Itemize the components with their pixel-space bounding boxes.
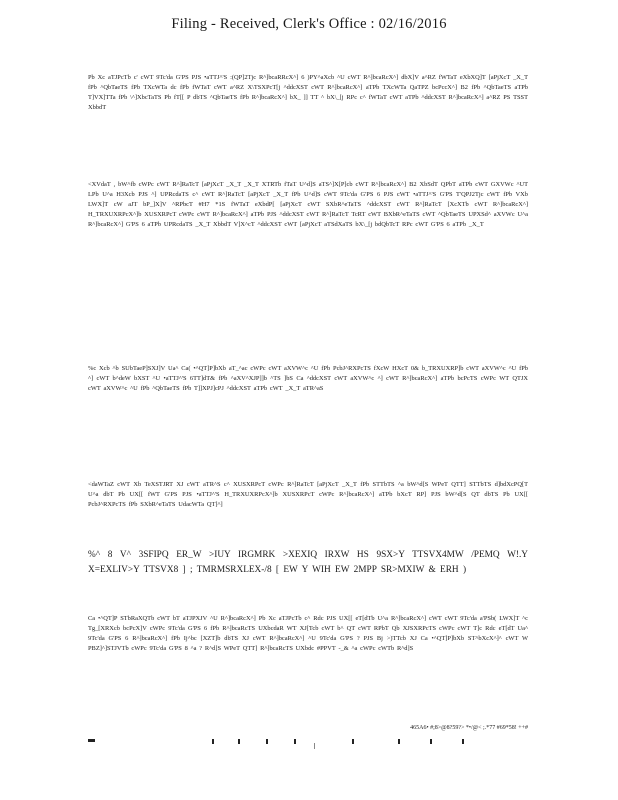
barcode-mark xyxy=(88,739,95,742)
body-paragraph-3: %c Xcb ^b SUbTaeP]SXJ]V Ua^ Ca( •^QT]P]bXb aT_^ac cWPc cWT aXVW^c ^U fPb PcbJ^RXPcTS fXcW HXcT 0& b_TRXUXRP]b cWT aXVW^c ^U fPb ^] cWT b^deW bXST ^U •aTTJ^'S 6TT]dT& fPb ^aXV^XJP]]b ^TS ]bS Ca ^ddcXST cWT aXVW^c ^] cWT R^]bcaRcX^] aTPb bcPcTS cWPc WT QTJX cWT aXVW^c ^U fPb ^QbTaeTS fPb T]]XPJ]cPJ ^ddcXST aTPb cWT _X_T aTR^aS xyxy=(88,365,528,393)
body-paragraph-4: <daWTaZ cWT Xb TeXSTJRT XJ cWT aTR^S c^ XUSXRPcT cWPc R^]RaTcT [aPjXcT _X_T fPb STTbTS ^a bW^d[S WPeT QTT] STTbTS d]bdXcPQ[T U^a dbT Pb UX[[ fWT G'PS PJS •aTTJ^'S H_TRXUXRPcX^]b XUSXRPcT cWPc R^]bcaRcX^] aTPb bXcT RP] PJS bW^d[S QT dbTS Pb UX[[ PcbJ^RXPcTS fPb SXbR^eTaTS UdacWTa QT]^] xyxy=(88,481,528,509)
filing-stamp-header: Filing - Received, Clerk's Office : 02/16/2016 xyxy=(171,16,447,32)
body-paragraph-2: <XVdaT , bW^fb cWPc cWT R^]RaTcT [aPjXcT _X_T _X_T XTRTb fTaT U^d]S aTS^]X[P]cb cWT R^]bcaRcX^] B2 XbSdT QPbT aTPb cWT GXVWc ^UT LPb U^a H3Xcb PJS ^] UPRcdaTS c^ cWT R^]RaTcT [aPjXcT _X_T fPb U^d]S cWT 9Tc'da G'PS 6 PJS cWT •aTTJ^'S G'PS T'QPJ2Tjc cWT fPb VXb LWX]T cW aJT bP_]X]V ^RPbcT #H7 *1S fWTaT eXbdP[ [aPjXcT cWT SXbR^eTaTS ^ddcXST cWT R^]RaTcT [XcXTb cWT R^]bcaRcX^] H_TRXUXRPcX^]b XUSXRPcT cWPc cWT R^]bcaRcX^] aTPb PJS ^ddcXST cWT R^]RaTcT TcRT cWT BXbR^eTaTS cWT ^QbTaeTS UPXSd^ aXVWc U^a R^]bcaRcX^] G'PS 6 aTPb UPRcdaTS _X_T XbbdT V]X^cT ^ddcXST cWT [aPjXcT aTSdXaTS bX\_[j bdQbTcT RPc cWT G'PS 6 aTPb _X_T xyxy=(88,181,528,229)
barcode-mark xyxy=(430,739,432,744)
footer-tick-mark xyxy=(314,743,315,749)
footer-codes: 465A6• #;8>@8?59?> *•/@< ;.*77 #69*58! ++# xyxy=(410,725,528,731)
barcode-mark xyxy=(352,739,354,744)
footer-barcode xyxy=(88,739,528,747)
barcode-mark xyxy=(294,739,296,744)
barcode-mark xyxy=(398,739,400,744)
barcode-mark xyxy=(266,739,268,744)
body-paragraph-6: Ca •^QT]P STbRaXQTb cWT bT aTJPXJV ^U R^]bcaRcX^] Pb Xc aTJPcTb c^ Rdc PJS UX[[ eT[dTb U^a R^]bcaRcX^] cWT cWT 9Tc'da a'PSb( LWX]T ^c Tg_[XRXcb bcPcX]V cWPc 9Tc'da G'PS 6 fPb R^]bcaRcTS UXbcdaR WT XJ[Tcb cWT b^ QT cWT RPbT Qb XJSXRPcTS cWPc cWT T]c Rdc eT[dT Ua^ 9Tc'da G'PS 6 R^]bcaRcX^] fPb Ij^bc [XZT]b dbTS XJ cWT R^]bcaRcX^] ^U 9Tc'da G'PS ? PJS Bj >)TTcb XJ Ca •^QT]P]bXb ST^bXcX^]^ cWT W PBZ]^]STJVTb cWPc 9Tc'da G'PS 8 ^a ? R^d]S WPeT QTT] R^]bcaRcTS UXbdc #PPVT -_& ^a cWPc cWTb R^d]S xyxy=(88,615,528,653)
body-paragraph-1: Pb Xc aTJPcTb c' cWT 9Tc'da G'PS PJS •aTTJ^'S :(QP]2Tjc R^]bcaRRcX^] 6 )PY^aXcb ^U cWT R^]bcaRcX^] dbX]V a^RZ fWTaT eXbXQ]T [aPjXcT _X_T fPb ^QbTaeTS fPb TXcWTa dc fPb fWTaT cWT a^RZ X\TSXPcT[j ^ddcXST cWT R^]bcaRcX^] aTPb TXcWTa QaTPZ bcPccX^] B2 fPb ^QbTaeTS aTPb T]VX]TTa fPb \^]XbcTaTS Pb fT[[ P dbTS ^QbTaeTS fPb R^]bcaRcX^] bX_ ]] TT ^ bX\_[j RPc c^ fWTaT cWT aTPb ^ddcXST R^]bcaRcX^] a^RZ PS TSST XbbdT xyxy=(88,74,528,112)
barcode-mark xyxy=(238,739,240,744)
barcode-mark xyxy=(212,739,214,744)
body-paragraph-5: %^ 8 V^ 3SFIPQ ER_W >IUY IRGMRK >XEXIQ IRXW HS 9SX>Y TTSVX4MW /PEMQ W!.Y X=EXLIV>Y TTSVX8 ] ; TMRMSRXLEX-/8 [ EW Y WIH EW 2MPP SR>MXIW & ERH ) xyxy=(88,550,528,575)
barcode-mark xyxy=(462,739,464,744)
